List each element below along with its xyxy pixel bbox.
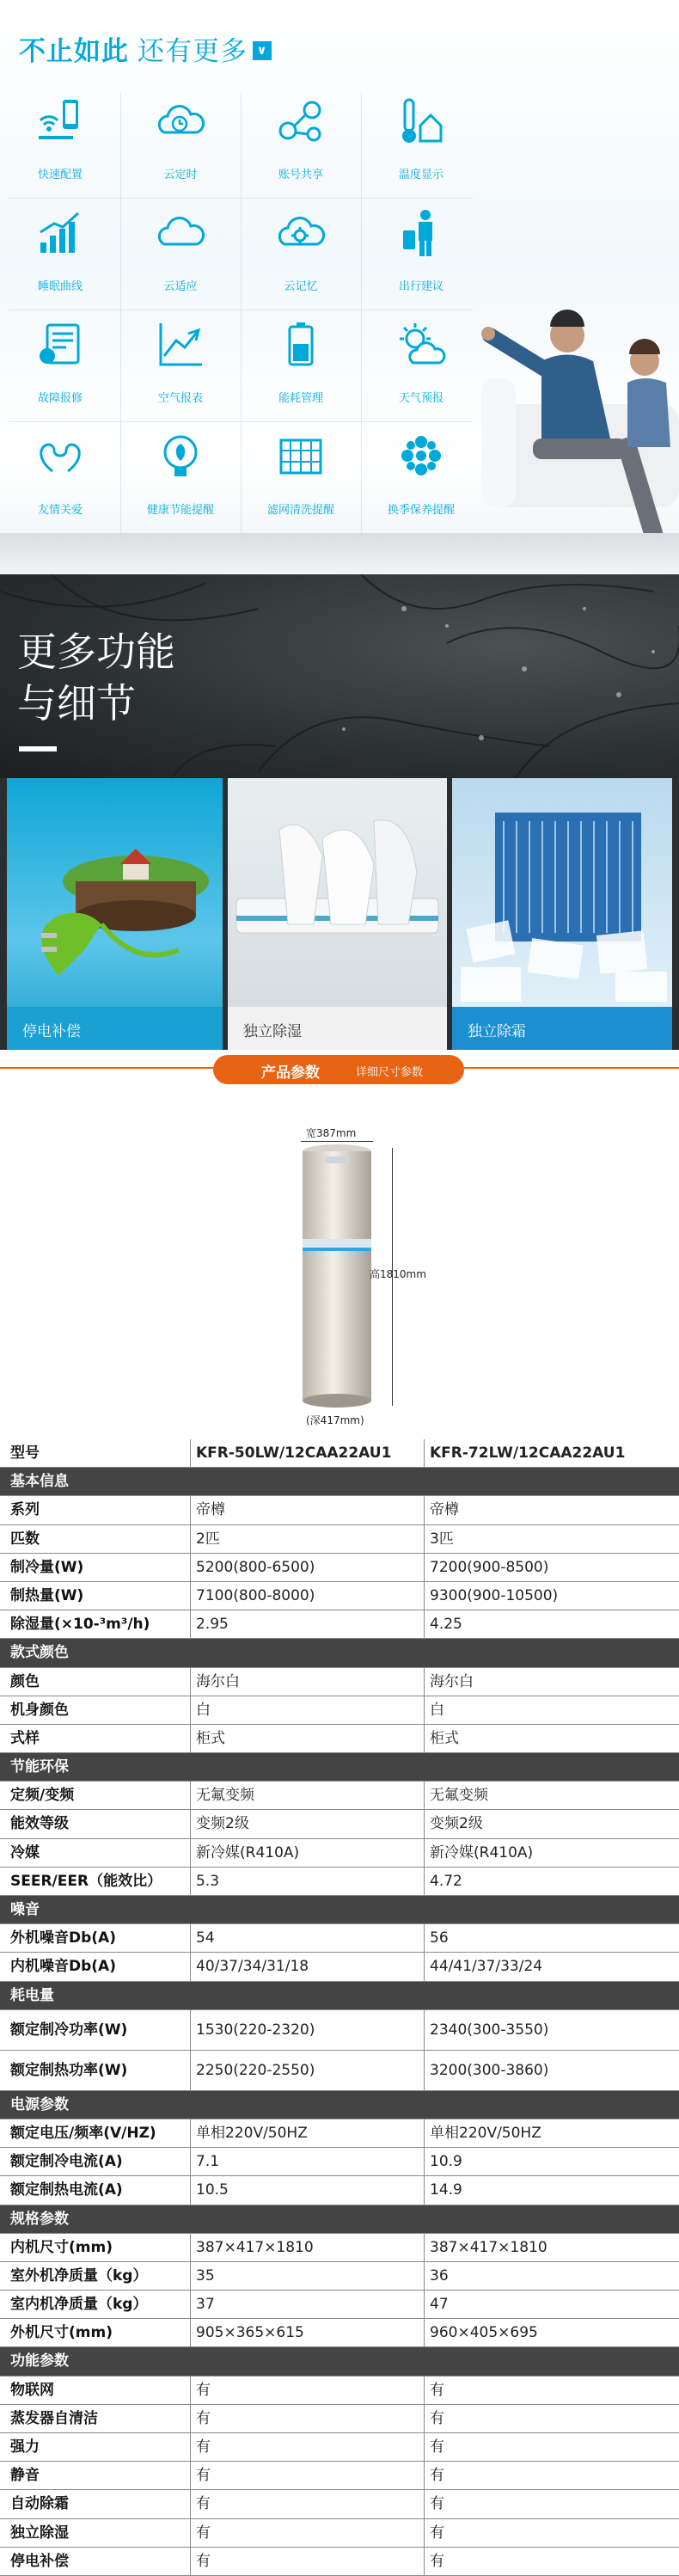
cloud-clock-icon — [154, 95, 207, 148]
account-share-icon — [274, 95, 327, 148]
table-cell: 单相220V/50HZ — [430, 2124, 541, 2142]
photo-caption: 独立除霜 — [452, 1007, 672, 1050]
table-cell: 40/37/34/31/18 — [191, 1953, 425, 1980]
plug-grass-image — [7, 778, 223, 1007]
feature-label: 云记忆 — [284, 280, 318, 293]
weather-icon — [395, 318, 448, 371]
depth-label: (深417mm) — [306, 1414, 364, 1426]
photo-caption: 停电补偿 — [7, 1007, 223, 1050]
table-row — [0, 1696, 679, 1725]
table-row-label: 外机噪音Db(A) — [0, 1924, 191, 1952]
feature-label: 云适应 — [163, 280, 198, 293]
table-row-label: 系列 — [0, 1496, 191, 1524]
table-cell — [191, 2205, 425, 2233]
table-row-label: 额定制冷电流(A) — [0, 2148, 191, 2175]
table-cell: 14.9 — [430, 2181, 462, 2199]
table-cell: 有 — [430, 2438, 444, 2456]
feature-item — [0, 421, 120, 533]
table-row — [0, 2377, 679, 2405]
ice-condenser-image — [452, 778, 672, 1007]
table-cell: 44/41/37/33/24 — [430, 1958, 543, 1976]
laundry-image — [228, 778, 447, 1007]
table-row-label: 内机尺寸(mm) — [0, 2234, 191, 2261]
table-row-label: 额定制热功率(W) — [0, 2051, 191, 2090]
table-row — [0, 2291, 679, 2319]
table-row-label: 冷媒 — [0, 1839, 191, 1867]
table-cell: 有 — [191, 2490, 425, 2518]
feature-label: 天气预报 — [398, 392, 443, 405]
table-row — [0, 2433, 679, 2462]
spec-table — [0, 1439, 679, 2576]
banner-title-line1: 更多功能 — [17, 629, 175, 675]
table-cell: 白 — [430, 1701, 444, 1719]
feature-item — [361, 86, 481, 198]
table-cell: 变频2级 — [191, 1810, 425, 1837]
air-report-icon — [154, 318, 207, 371]
feature-item — [361, 421, 481, 533]
table-row-label: 能效等级 — [0, 1810, 191, 1837]
table-row-label: 外机尺寸(mm) — [0, 2319, 191, 2346]
table-cell: 387×417×1810 — [191, 2234, 425, 2261]
width-label: 宽387mm — [306, 1127, 357, 1139]
table-cell: 帝樽 — [191, 1496, 425, 1524]
table-cell: 47 — [430, 2296, 449, 2314]
table-cell: 2340(300-3550) — [430, 2021, 549, 2039]
sleep-curve-icon — [34, 206, 87, 260]
table-cell: 有 — [191, 2519, 425, 2547]
table-row-label: 自动除霜 — [0, 2490, 191, 2518]
product-params-label: 产品参数 — [261, 1064, 320, 1082]
table-section-row — [0, 1753, 679, 1782]
feature-label: 能耗管理 — [278, 392, 323, 405]
table-cell: 海尔白 — [430, 1672, 474, 1690]
table-cell: KFR-72LW/12CAA22AU1 — [430, 1444, 626, 1462]
table-cell: 3200(300-3860) — [430, 2061, 549, 2079]
table-row-label: 额定电压/频率(V/HZ) — [0, 2119, 191, 2147]
table-cell — [425, 2091, 679, 2119]
feature-item — [120, 421, 241, 533]
feature-label: 健康节能提醒 — [146, 504, 214, 517]
table-cell — [191, 1753, 425, 1781]
table-row-label: 制热量(W) — [0, 1582, 191, 1610]
table-cell: 7.1 — [191, 2148, 425, 2175]
table-cell: 2250(220-2550) — [191, 2051, 425, 2090]
feature-panel — [0, 0, 679, 574]
table-cell: 新冷媒(R410A) — [191, 1839, 425, 1867]
table-row — [0, 2405, 679, 2433]
table-row-label: 独立除湿 — [0, 2519, 191, 2547]
table-cell: 新冷媒(R410A) — [430, 1843, 534, 1861]
table-cell — [191, 1896, 425, 1923]
table-cell: 有 — [191, 2405, 425, 2432]
table-row — [0, 1924, 679, 1953]
feature-item — [241, 421, 361, 533]
table-section-row — [0, 1982, 679, 2010]
feature-label: 友情关爱 — [37, 504, 83, 517]
table-cell: 10.5 — [191, 2176, 425, 2204]
table-section-row — [0, 1639, 679, 1667]
table-cell — [425, 1639, 679, 1666]
feature-item — [0, 310, 120, 421]
table-cell: 1530(220-2320) — [191, 2010, 425, 2050]
feature-label: 账号共享 — [278, 169, 323, 181]
table-cell — [425, 1468, 679, 1495]
table-row-label: SEER/EER（能效比） — [0, 1868, 191, 1895]
feature-label: 空气报表 — [157, 392, 203, 405]
table-cell: 4.25 — [430, 1616, 462, 1634]
table-row — [0, 1953, 679, 1981]
table-cell: 变频2级 — [430, 1815, 483, 1833]
table-row — [0, 2319, 679, 2347]
feature-title-sub: 还有更多 — [138, 36, 248, 67]
table-cell: KFR-50LW/12CAA22AU1 — [191, 1439, 425, 1467]
table-cell: 海尔白 — [191, 1668, 425, 1696]
dehumidify-photo — [228, 778, 447, 1050]
table-row-label: 额定制冷功率(W) — [0, 2010, 191, 2050]
table-row-label: 制冷量(W) — [0, 1554, 191, 1581]
table-row-label: 颜色 — [0, 1668, 191, 1696]
table-cell: 有 — [430, 2552, 444, 2570]
table-row-label: 节能环保 — [10, 1758, 69, 1776]
table-row — [0, 1782, 679, 1810]
feature-item — [120, 86, 241, 198]
table-cell: 54 — [191, 1924, 425, 1952]
table-row-label: 静音 — [0, 2462, 191, 2489]
table-row — [0, 1868, 679, 1896]
chevron-down-icon: ∨ — [253, 41, 272, 60]
table-cell: 10.9 — [430, 2153, 462, 2171]
table-row-label: 功能参数 — [10, 2352, 69, 2371]
floor-strip — [0, 533, 679, 574]
table-row-label: 基本信息 — [10, 1473, 69, 1491]
bulb-leaf-icon — [154, 430, 207, 483]
table-row-label: 停电补偿 — [0, 2548, 191, 2575]
banner-divider — [19, 746, 57, 751]
table-cell: 9300(900-10500) — [430, 1586, 559, 1604]
table-row — [0, 2119, 679, 2148]
feature-label: 换季保养提醒 — [387, 504, 455, 517]
table-row-label: 匹数 — [0, 1525, 191, 1553]
table-cell: 有 — [191, 2377, 425, 2404]
family-sofa-image — [481, 275, 679, 542]
table-row-label: 除湿量(×10-³m³/h) — [0, 1610, 191, 1638]
feature-label: 温度显示 — [398, 169, 443, 181]
thermometer-house-icon — [395, 95, 448, 148]
table-row-label: 室外机净质量（kg） — [0, 2262, 191, 2290]
table-row — [0, 1668, 679, 1696]
table-cell: 有 — [191, 2433, 425, 2461]
table-cell — [191, 1639, 425, 1666]
table-row-label: 噪音 — [10, 1901, 40, 1918]
table-cell: 柜式 — [430, 1729, 459, 1747]
table-row-label: 规格参数 — [10, 2210, 69, 2228]
table-cell: 7100(800-8000) — [191, 1582, 425, 1610]
table-row — [0, 1525, 679, 1554]
battery-energy-icon — [274, 318, 327, 371]
table-cell: 无氟变频 — [191, 1782, 425, 1809]
travel-advice-icon — [395, 206, 448, 260]
air-conditioner-image — [301, 1144, 373, 1408]
feature-title — [19, 29, 272, 68]
feature-item — [120, 198, 241, 310]
table-cell: 有 — [430, 2495, 444, 2513]
product-params-tab[interactable] — [213, 1055, 464, 1084]
feature-item — [361, 310, 481, 421]
season-flower-icon — [395, 430, 448, 483]
repair-icon — [34, 318, 87, 371]
table-row — [0, 2148, 679, 2176]
feature-item — [241, 310, 361, 421]
table-row — [0, 2548, 679, 2576]
cloud-memory-icon — [274, 206, 327, 260]
table-cell: 2匹 — [191, 1525, 425, 1553]
table-cell: 有 — [430, 2409, 444, 2427]
table-row — [0, 2010, 679, 2051]
feature-title-main: 不止如此 — [19, 36, 129, 67]
table-row — [0, 1582, 679, 1610]
feature-label: 出行建议 — [398, 280, 443, 293]
table-cell: 35 — [191, 2262, 425, 2290]
table-cell: 3匹 — [430, 1530, 454, 1548]
table-cell: 37 — [191, 2291, 425, 2318]
table-row-label: 内机噪音Db(A) — [0, 1953, 191, 1980]
table-row-label: 物联网 — [0, 2377, 191, 2404]
table-row-label: 电源参数 — [10, 2095, 69, 2113]
table-cell — [191, 1982, 425, 2009]
table-row-label: 额定制热电流(A) — [0, 2176, 191, 2204]
photo-caption: 独立除湿 — [228, 1007, 447, 1050]
table-cell — [425, 1753, 679, 1781]
product-dimension-drawing — [0, 1119, 679, 1439]
table-row — [0, 1810, 679, 1838]
table-row-label: 定频/变频 — [0, 1782, 191, 1809]
size-params-label: 详细尺寸参数 — [356, 1066, 424, 1079]
table-row-label: 强力 — [0, 2433, 191, 2461]
table-row-label: 机身颜色 — [0, 1696, 191, 1724]
table-row — [0, 1554, 679, 1582]
table-cell — [191, 2091, 425, 2119]
table-cell: 有 — [430, 2524, 444, 2542]
table-cell: 帝樽 — [430, 1501, 459, 1519]
table-cell: 960×405×695 — [430, 2324, 538, 2342]
table-row-label: 室内机净质量（kg） — [0, 2291, 191, 2318]
care-hearts-icon — [34, 430, 87, 483]
cloud-adapt-icon — [154, 206, 207, 260]
table-row — [0, 2519, 679, 2548]
more-features-banner — [0, 574, 679, 778]
height-label: 高1810mm — [370, 1268, 426, 1280]
feature-label: 云定时 — [163, 169, 198, 181]
banner-title-line2: 与细节 — [17, 680, 136, 727]
table-row — [0, 1725, 679, 1753]
table-cell: 有 — [191, 2462, 425, 2489]
feature-label: 快速配置 — [37, 169, 83, 181]
table-cell: 2.95 — [191, 1610, 425, 1638]
filter-grid-icon — [274, 430, 327, 483]
feature-label: 滤网清洗提醒 — [266, 504, 334, 517]
feature-item — [120, 310, 241, 421]
feature-label: 睡眠曲线 — [37, 280, 83, 293]
table-cell: 4.72 — [430, 1872, 462, 1890]
feature-item — [241, 198, 361, 310]
feature-item — [0, 198, 120, 310]
table-section-row — [0, 2091, 679, 2119]
table-cell: 柜式 — [191, 1725, 425, 1752]
table-cell: 5200(800-6500) — [191, 1554, 425, 1581]
table-cell — [191, 1468, 425, 1495]
table-cell: 有 — [430, 2381, 444, 2399]
feature-label: 故障报修 — [37, 392, 83, 405]
table-row — [0, 2462, 679, 2490]
spec-header — [0, 1050, 679, 1119]
feature-item — [241, 86, 361, 198]
table-cell: 有 — [430, 2467, 444, 2485]
banner-title — [17, 626, 175, 729]
feature-item — [0, 86, 120, 198]
table-row-label: 式样 — [0, 1725, 191, 1752]
table-row — [0, 2234, 679, 2262]
table-cell: 无氟变频 — [430, 1787, 488, 1805]
table-row-label: 蒸发器自清洁 — [0, 2405, 191, 2432]
table-cell: 905×365×615 — [191, 2319, 425, 2346]
table-cell — [191, 2347, 425, 2375]
table-row-label: 型号 — [0, 1439, 191, 1467]
table-section-row — [0, 2205, 679, 2234]
wifi-phone-icon — [34, 95, 87, 148]
table-cell: 单相220V/50HZ — [191, 2119, 425, 2147]
table-section-row — [0, 1896, 679, 1924]
table-cell — [425, 2347, 679, 2375]
table-section-row — [0, 2347, 679, 2376]
feature-photo-strip — [0, 778, 679, 1050]
table-cell: 387×417×1810 — [430, 2238, 547, 2256]
table-cell — [425, 2205, 679, 2233]
table-row — [0, 2490, 679, 2518]
table-row — [0, 1496, 679, 1524]
table-cell: 5.3 — [191, 1868, 425, 1895]
table-cell: 白 — [191, 1696, 425, 1724]
table-row — [0, 1610, 679, 1639]
table-cell — [425, 1896, 679, 1923]
table-row — [0, 1839, 679, 1868]
table-row — [0, 2176, 679, 2205]
table-section-row — [0, 1468, 679, 1496]
power-compensation-photo — [7, 778, 223, 1050]
table-row — [0, 2051, 679, 2091]
table-cell: 7200(900-8500) — [430, 1558, 549, 1576]
defrost-photo — [452, 778, 672, 1050]
table-row-label: 款式颜色 — [10, 1644, 69, 1662]
table-row — [0, 2262, 679, 2291]
table-cell: 56 — [430, 1929, 449, 1947]
table-header-row — [0, 1439, 679, 1468]
table-cell: 36 — [430, 2266, 449, 2285]
table-row-label: 耗电量 — [10, 1986, 54, 2004]
table-cell — [425, 1982, 679, 2009]
feature-item — [361, 198, 481, 310]
table-cell: 有 — [191, 2548, 425, 2575]
